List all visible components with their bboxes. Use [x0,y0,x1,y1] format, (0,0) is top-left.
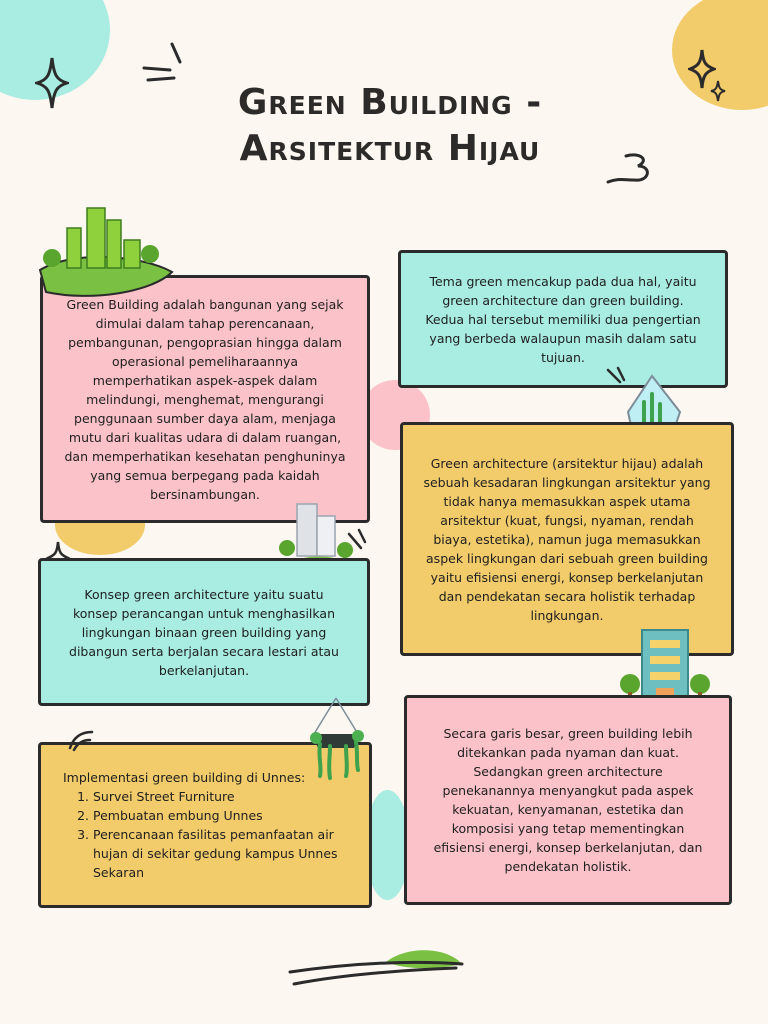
hanging-plant-icon [300,696,372,782]
summary-text: Secara garis besar, green building lebih ditekankan pada nyaman dan kuat. Sedangkan green architecture penekanannya menyangkut pada aspek kekuatan, kenyamanan, estetika dan komposisi yang tetap mementingkan efisiensi energi, konsep berkelanjutan, dan pendekatan holistik. [433,726,703,874]
implementation-list [63,787,349,882]
sparkle-icon [710,80,726,102]
concept-text: Konsep green architecture yaitu suatu konsep perancangan untuk menghasilkan lingkungan binaan green building yang dibangun serta berjalan secara lestari atau berkelanjutan. [69,586,339,678]
definition-card [40,275,370,523]
list-item: 1. Survei Street Furniture [93,787,349,806]
theme-text: Tema green mencakup pada dua hal, yaitu green architecture dan green building. Kedua hal tersebut memiliki dua pengertian yang berbeda walaupun masih dalam satu tujuan. [425,273,701,365]
implementation-content [63,768,349,882]
city-hill-icon [32,200,182,305]
summary-card [404,695,732,905]
architecture-card [400,422,734,656]
page-title [150,80,630,172]
sparkle-icon [35,56,69,110]
list-item: 3. Perencanaan fasilitas pemanfaatan air hujan di sekitar gedung kampus Unnes Sekaran [93,825,349,882]
leaf-icon [286,944,466,994]
definition-text: Green Building adalah bangunan yang sejak dimulai dalam tahap perencanaan, pembangunan, pengoprasian hingga dalam operasional pemeliharaannya memperhatikan aspek-aspek dalam melindungi, menghemat, mengurangi penggunaan sumber daya alam, menjaga mutu dari kualitas udara di dalam ruangan, dan memperhatikan kesehatan penghuninya yang semua berpegang pada kaidah bersinambungan. [64,296,346,502]
concept-card [38,558,370,706]
accent-lines-icon [66,726,96,752]
implementation-heading: Implementasi green building di Unnes: [63,770,306,785]
title-line-2: Arsitektur Hijau [239,128,541,169]
list-item: 2. Pembuatan embung Unnes [93,806,349,825]
architecture-text: Green architecture (arsitektur hijau) adalah sebuah kesadaran lingkungan arsitektur yang tidak hanya memasukkan aspek utama arsitektur (kuat, fungsi, nyaman, rendah biaya, estetika), namun juga memasukkan aspek lingkungan dari sebuah green building yaitu efisiensi energi, konsep berkelanjutan dan pendekatan secara holistik terhadap lingkungan. [423,455,711,623]
title-line-1: Green Building - [237,82,543,123]
